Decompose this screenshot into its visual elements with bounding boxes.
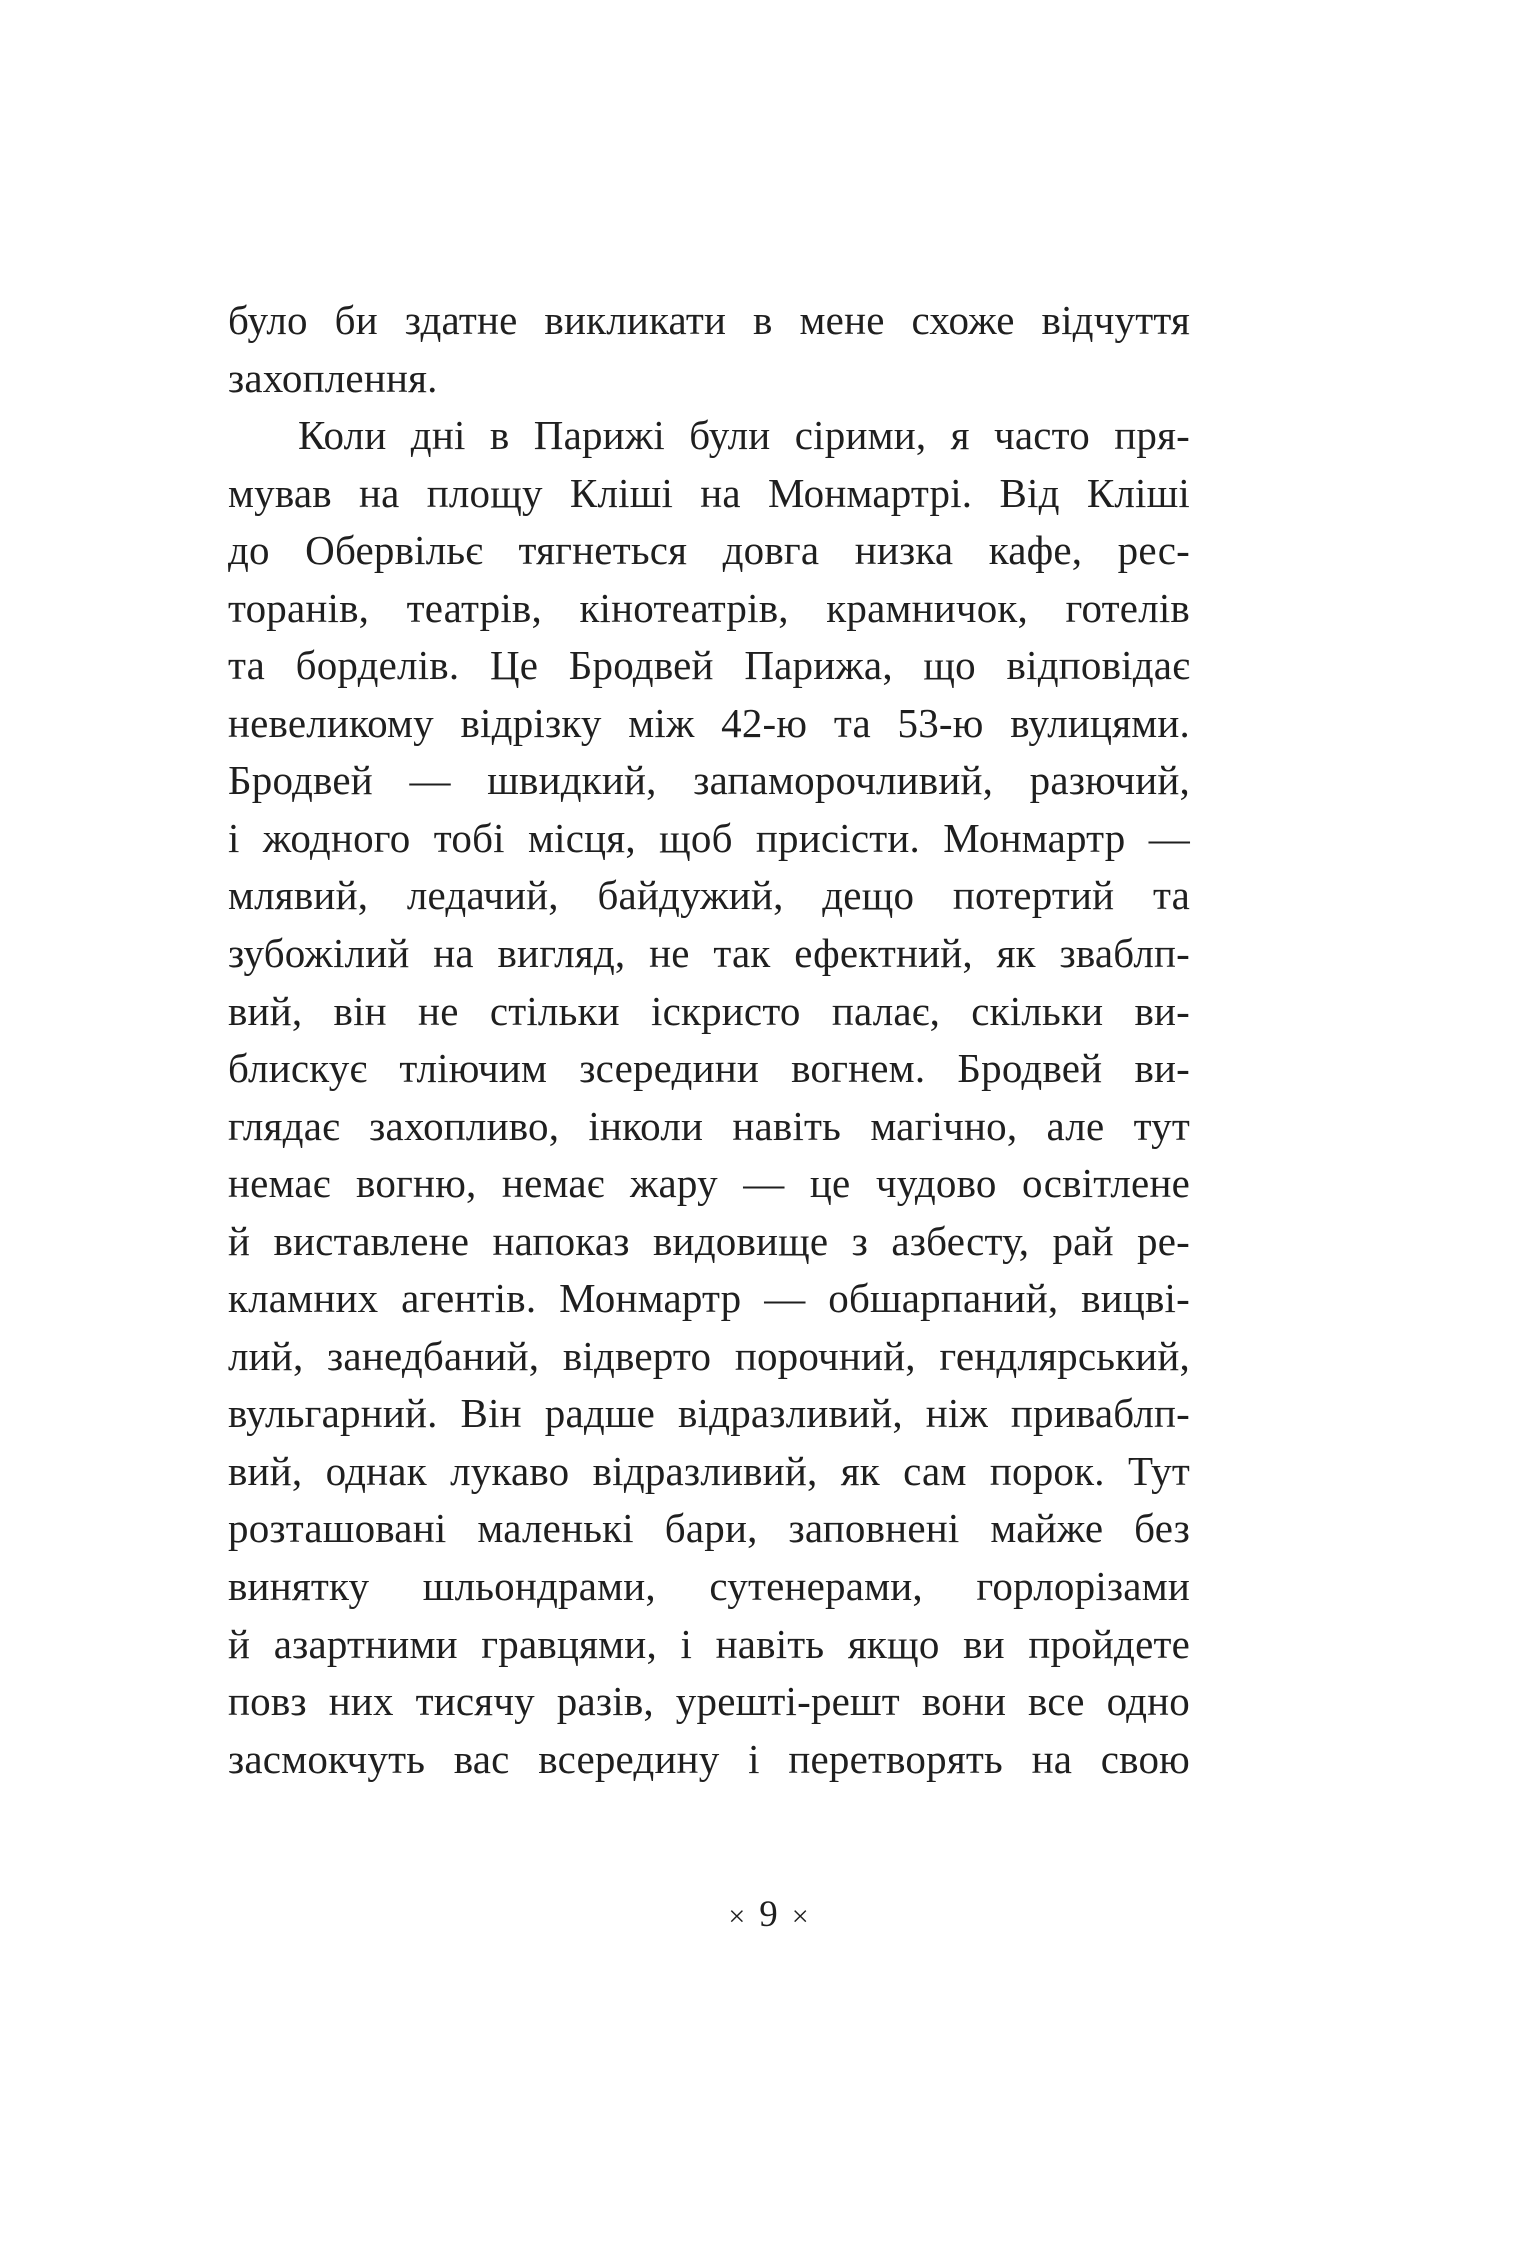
text-line: вий, він не стільки іскристо палає, скільки ви- <box>228 987 1190 1034</box>
page-number-footer <box>0 1890 1537 1942</box>
text-line: вий, однак лукаво відразливий, як сам порок. Тут <box>228 1447 1190 1494</box>
folio-ornament-left: × <box>728 1900 746 1933</box>
text-line: лий, занедбаний, відверто порочний, гендлярський, <box>228 1332 1190 1379</box>
text-line: кламних агентів. Монмартр — обшарпаний, вицві- <box>228 1275 1190 1322</box>
text-line: винятку шльондрами, сутенерами, горлорізами <box>228 1563 1190 1610</box>
text-line: засмокчуть вас всередину і перетворять на свою <box>228 1735 1190 1782</box>
text-line: торанів, театрів, кінотеатрів, крамничок, готелів <box>228 584 1190 631</box>
text-line: невеликому відрізку між 42-ю та 53-ю вулицями. <box>228 699 1190 746</box>
text-line: й виставлене напоказ видовище з азбесту, рай ре- <box>228 1217 1190 1264</box>
text-line: і жодного тобі місця, щоб присісти. Монмартр — <box>228 814 1190 861</box>
text-line: Бродвей — швидкий, запаморочливий, разючий, <box>228 757 1190 804</box>
page-number: 9 <box>759 1894 778 1935</box>
text-line: розташовані маленькі бари, заповнені майже без <box>228 1505 1190 1552</box>
text-line: мував на площу Кліші на Монмартрі. Від Кліші <box>228 469 1190 516</box>
text-line: немає вогню, немає жару — це чудово освітлене <box>228 1160 1190 1207</box>
body-text <box>228 292 1190 1788</box>
text-line: зубожілий на вигляд, не так ефектний, як зваблп- <box>228 930 1190 977</box>
text-line: й азартними гравцями, і навіть якщо ви пройдете <box>228 1620 1190 1667</box>
text-line: захоплення. <box>228 354 438 401</box>
text-line: повз них тисячу разів, урешті-решт вони все одно <box>228 1678 1190 1725</box>
folio-ornament-right: × <box>791 1900 809 1933</box>
text-line: було би здатне викликати в мене схоже відчуття <box>228 297 1190 343</box>
text-line: та борделів. Це Бродвей Парижа, що відповідає <box>228 642 1190 689</box>
text-line: до Обервільє тягнеться довга низка кафе, рес- <box>228 527 1190 574</box>
text-line: Коли дні в Парижі були сірими, я часто пря- <box>298 412 1190 459</box>
text-line: вульгарний. Він радше відразливий, ніж приваблп- <box>228 1390 1190 1437</box>
text-line: блискує тліючим зсередини вогнем. Бродвей ви- <box>228 1045 1190 1092</box>
text-line: глядає захопливо, інколи навіть магічно, але тут <box>228 1102 1190 1149</box>
text-line: млявий, ледачий, байдужий, дещо потертий та <box>228 872 1190 919</box>
